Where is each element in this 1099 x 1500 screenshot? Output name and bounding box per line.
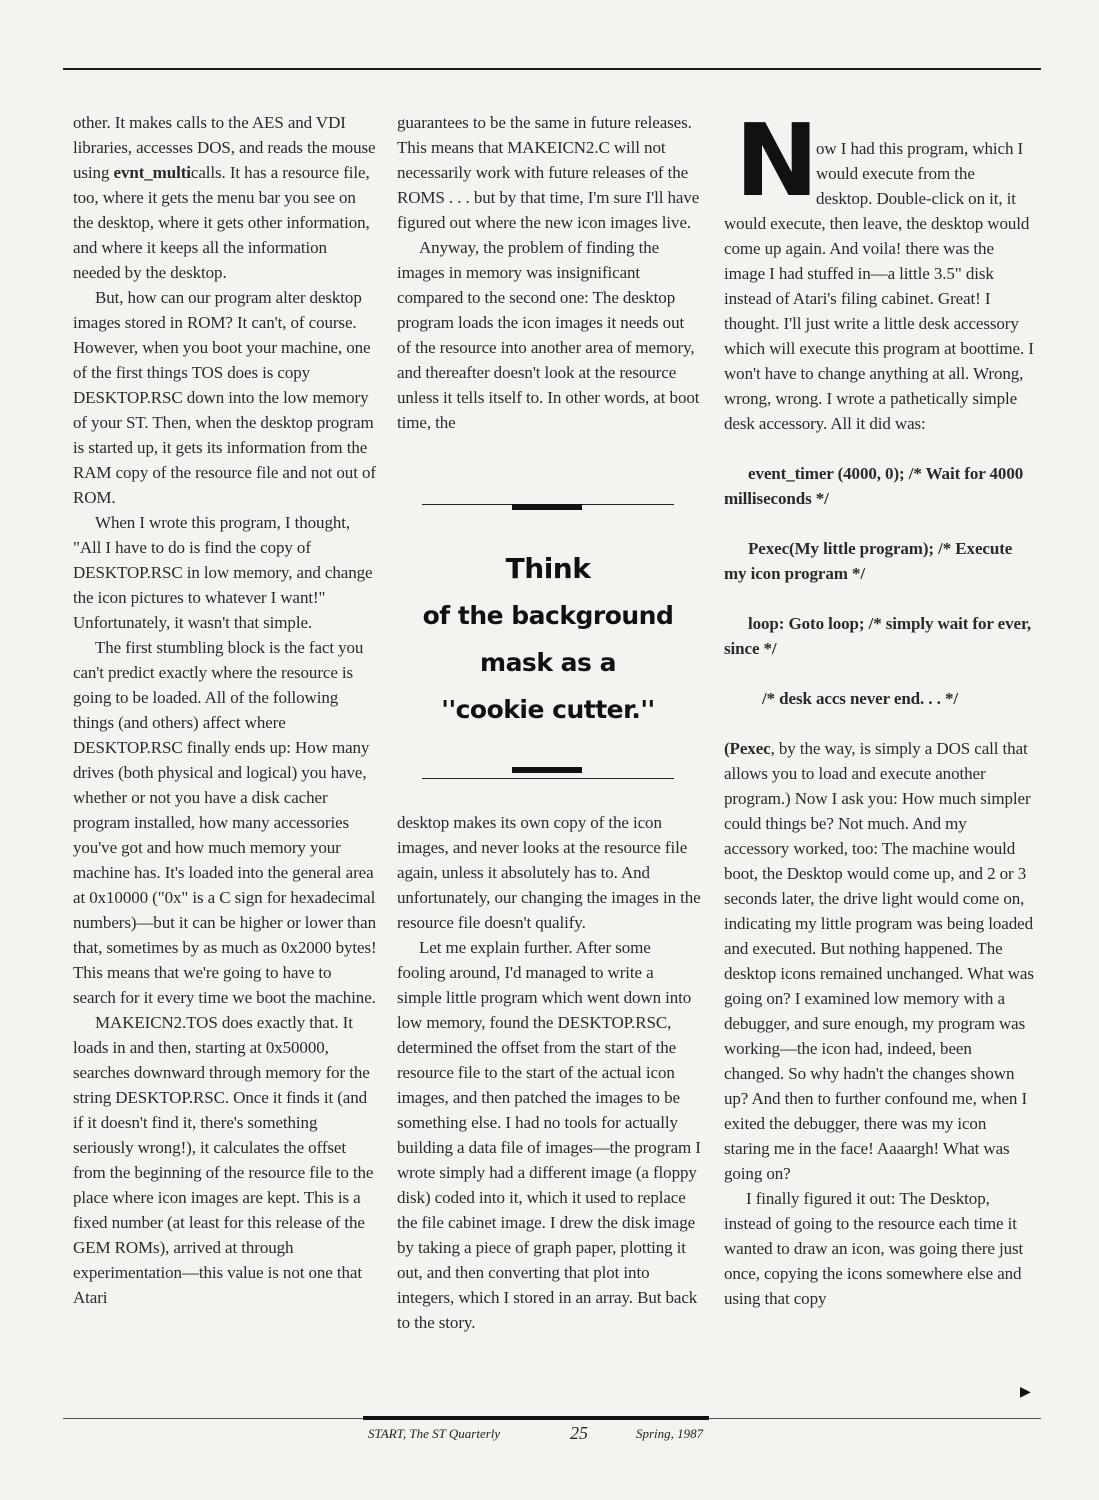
column-1 (73, 110, 378, 1310)
paragraph: I finally figured it out: The Desktop, instead of going to the resource each time it wanted to draw an icon, was going there just once, copying the icons somewhere else and using that copy (724, 1189, 1024, 1308)
paragraph: guarantees to be the same in future releases. This means that MAKEICN2.C will not necessarily work with future releases of the ROMS . . . but by that time, I'm sure I'll have figured out where the new icon images live. (397, 113, 700, 232)
paragraph: (Pexec, by the way, is simply a DOS call that allows you to load and execute another program.) Now I ask you: How much simpler could things be? Not much. And my accessory worked, too: The machine would boot, the Desktop would come up, and 2 or 3 seconds later, the drive light would come on, indicating my little program was being loaded and executed. But nothing happened. The desktop icons remained unchanged. What was going on? I examined low memory with a debugger, and sure enough, my program was working—the icon had, indeed, been changed. So why hadn't the changes shown up? And then to further confound me, when I exited the debugger, there was my icon staring me in the face! Aaaargh! What was going on? (724, 739, 1034, 1183)
pull-quote-bottom-bar (512, 767, 582, 773)
paragraph: Anyway, the problem of finding the images in memory was insignificant compared to the second one: The desktop program loads the icon images it needs out of the resource into another area of memory, and thereafter doesn't look at the resource unless it tells itself to. In other words, at boot time, the (397, 238, 700, 432)
column-2-continued (397, 810, 702, 1335)
top-rule (63, 68, 1041, 70)
paragraph: But, how can our program alter desktop images stored in ROM? It can't, of course. However, when you boot your machine, one of the first things TOS does is copy DESKTOP.RSC down into the low memory of your ST. Then, when the desktop program is started up, it gets its information from the RAM copy of the resource file and not out of ROM. (73, 288, 376, 507)
page-number: 25 (570, 1423, 588, 1443)
paragraph: desktop makes its own copy of the icon images, and never looks at the resource file again, unless it absolutely has to. And unfortunately, our changing the images in the resource file doesn't qualify. (397, 813, 701, 932)
paragraph: other. It makes calls to the AES and VDI libraries, accesses DOS, and reads the mouse using evnt_multicalls. It has a resource file, too, where it gets the menu bar you see on the desktop, where it gets other information, and where it keeps all the information needed by the desktop. (73, 113, 376, 282)
magazine-name: START, The ST Quarterly (368, 1426, 501, 1441)
drop-cap: N (735, 102, 819, 219)
issue-date: Spring, 1987 (636, 1426, 704, 1441)
paragraph: When I wrote this program, I thought, "All I have to do is find the copy of DESKTOP.RSC in low memory, and change the icon pictures to whatever I want!" Unfortunately, it wasn't that simple. (73, 513, 373, 632)
column-3 (724, 136, 1034, 1311)
footer-bar (363, 1416, 709, 1420)
paragraph: The first stumbling block is the fact you can't predict exactly where the resource is going to be loaded. All of the following things (and others) affect where DESKTOP.RSC finally ends up: How many drives (both physical and logical) you have, whether or not you have a disk cacher program installed, how many accessories you've got and how much memory your machine has. It's loaded into the general area at 0x10000 ("0x" is a C sign for hexadecimal numbers)—but it can be higher or lower than that, sometimes by as much as 0x2000 bytes! This means that we're going to have to search for it every time we boot the machine. (73, 638, 377, 1007)
code-line: /* desk accs never end. . . */ (762, 689, 958, 708)
paragraph: ow I had this program, which I would execute from the desktop. Double-click on it, it would execute, then leave, the desktop would come up again. And voila! there was the image I had stuffed in—a little 3.5" disk instead of Atari's filing cabinet. Great! I thought. I'll just write a little desk accessory which will execute this program at boottime. I won't have to change anything at all. Wrong, wrong, wrong. I wrote a pathetically simple desk accessory. All it did was: (724, 139, 1034, 433)
triangle-right-icon: ▶ (1020, 1385, 1031, 1400)
pull-quote-text: Think of the background mask as a ''cookie cutter.'' (422, 552, 674, 724)
code-line: event_timer (4000, 0); /* Wait for 4000 milliseconds */ (724, 464, 1024, 508)
paragraph: MAKEICN2.TOS does exactly that. It loads in and then, starting at 0x50000, searches downward through memory for the string DESKTOP.RSC. Once it finds it (and if it doesn't find it, there's something seriously wrong!), it calculates the offset from the beginning of the resource file to the place where icon images are kept. This is a fixed number (at least for this release of the GEM ROMs), arrived at through experimentation—this value is not one that Atari (73, 1013, 374, 1307)
pull-quote-bottom-rule (422, 778, 674, 779)
pull-quote (422, 500, 674, 782)
column-2 (397, 110, 702, 435)
code-line: loop: Goto loop; /* simply wait for ever, since */ (724, 614, 1031, 658)
pull-quote-top-bar (512, 504, 582, 510)
paragraph: Let me explain further. After some fooling around, I'd managed to write a simple little program which went down into low memory, found the DESKTOP.RSC, determined the offset from the start of the resource file to the start of the actual icon images, and then patched the images to be something else. I had no tools for actually building a data file of images—the program I wrote simply had a different image (a floppy disk) coded into it, which it used to replace the file cabinet image. I drew the disk image by taking a piece of graph paper, plotting it out, and then converting that plot into integers, which I stored in an array. But back to the story. (397, 938, 701, 1332)
code-line: Pexec(My little program); /* Execute my icon program */ (724, 539, 1013, 583)
